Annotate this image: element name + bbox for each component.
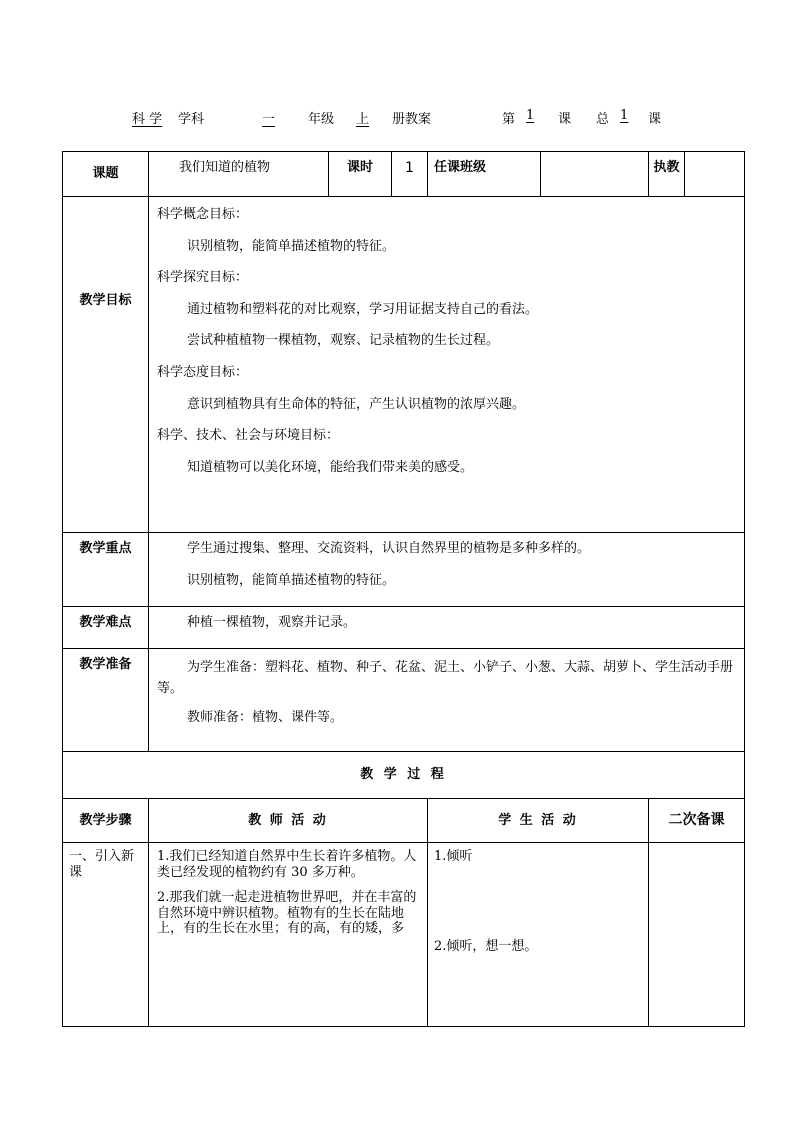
goal-line: 识别植物，能简单描述植物的特征。	[187, 238, 396, 254]
header-lesson-prefix: 第	[502, 112, 516, 127]
difficulty-line: 种植一棵植物，观察并记录。	[187, 615, 357, 630]
goal-line: 意识到植物具有生命体的特征，产生认识植物的浓厚兴趣。	[187, 396, 526, 412]
header-volume: 上	[356, 112, 370, 127]
header-subject: 科 学	[132, 112, 163, 127]
topic-label: 课题	[63, 152, 149, 197]
goal-line: 尝试种植植物一棵植物，观察、记录植物的生长过程。	[187, 333, 500, 349]
key-points-label: 教学重点	[63, 533, 149, 607]
key-points-row	[63, 533, 745, 607]
header-total-prefix: 总	[596, 112, 610, 127]
preparation-label: 教学准备	[63, 649, 149, 752]
col-student-header: 学 生 活 动	[428, 799, 649, 843]
topic-value: 我们知道的植物	[149, 152, 329, 197]
hours-label: 课时	[329, 152, 392, 197]
key-points-content	[149, 533, 745, 607]
header-total-suffix: 课	[648, 112, 662, 127]
lesson-plan-table	[62, 151, 745, 1027]
process-notes	[649, 843, 745, 1027]
process-student-activity	[428, 843, 649, 1027]
process-teacher-activity	[149, 843, 428, 1027]
process-step: 一、引入新课	[63, 843, 149, 1027]
preparation-content	[149, 649, 745, 752]
goals-label: 教学目标	[63, 197, 149, 533]
class-label: 任课班级	[428, 152, 541, 197]
goal-heading-attitude: 科学态度目标：	[157, 364, 249, 380]
goal-heading-inquiry: 科学探究目标：	[157, 270, 249, 286]
difficulties-row	[63, 607, 745, 649]
header-volume-suffix: 册教案	[392, 112, 432, 127]
goal-heading-stse: 科学、技术、社会与环境目标：	[157, 428, 340, 444]
difficulties-label: 教学难点	[63, 607, 149, 649]
teacher-activity-line: 2.那我们就一起走进植物世界吧，并在丰富的自然环境中辨识植物。植物有的生长在陆地上，有的生长在水里；有的高，有的矮，多	[157, 890, 417, 937]
header-lesson-no: 1	[526, 108, 535, 123]
teacher-activity-line: 1.我们已经知道自然界中生长着许多植物。人类已经发现的植物约有 30 多万种。	[157, 849, 417, 880]
info-row	[63, 152, 745, 197]
student-activity-line: 1.倾听	[434, 849, 473, 864]
class-value	[541, 152, 649, 197]
header-grade: 一	[262, 112, 276, 127]
goals-row	[63, 197, 745, 533]
goal-heading-concept: 科学概念目标：	[157, 207, 249, 222]
key-point-line: 识别植物，能简单描述植物的特征。	[187, 572, 396, 588]
hours-value: 1	[392, 152, 428, 197]
student-activity-line: 2.倾听，想一想。	[434, 938, 538, 954]
col-notes-header: 二次备课	[649, 799, 745, 843]
process-title: 教 学 过 程	[63, 752, 745, 799]
col-step-header: 教学步骤	[63, 799, 149, 843]
process-row	[63, 843, 745, 1027]
teacher-value	[685, 152, 745, 197]
process-header-row	[63, 799, 745, 843]
header-lesson-suffix: 课	[558, 112, 572, 127]
header-subject-suffix: 学科	[178, 112, 205, 127]
goal-line: 通过植物和塑料花的对比观察，学习用证据支持自己的看法。	[187, 301, 539, 317]
goal-line: 知道植物可以美化环境，能给我们带来美的感受。	[187, 459, 474, 475]
preparation-line: 为学生准备：塑料花、植物、种子、花盆、泥土、小铲子、小葱、大蒜、胡萝卜、学生活动手册等。	[157, 660, 734, 697]
teacher-label: 执教	[649, 152, 685, 197]
key-point-line: 学生通过搜集、整理、交流资料，认识自然界里的植物是多种多样的。	[187, 541, 591, 556]
process-title-row	[63, 752, 745, 799]
difficulties-content	[149, 607, 745, 649]
preparation-line: 教师准备：植物、课件等。	[187, 709, 344, 725]
goals-content	[149, 197, 745, 533]
col-teacher-header: 教 师 活 动	[149, 799, 428, 843]
header-grade-suffix: 年级	[308, 112, 335, 127]
preparation-row	[63, 649, 745, 752]
header-total-no: 1	[620, 108, 629, 123]
